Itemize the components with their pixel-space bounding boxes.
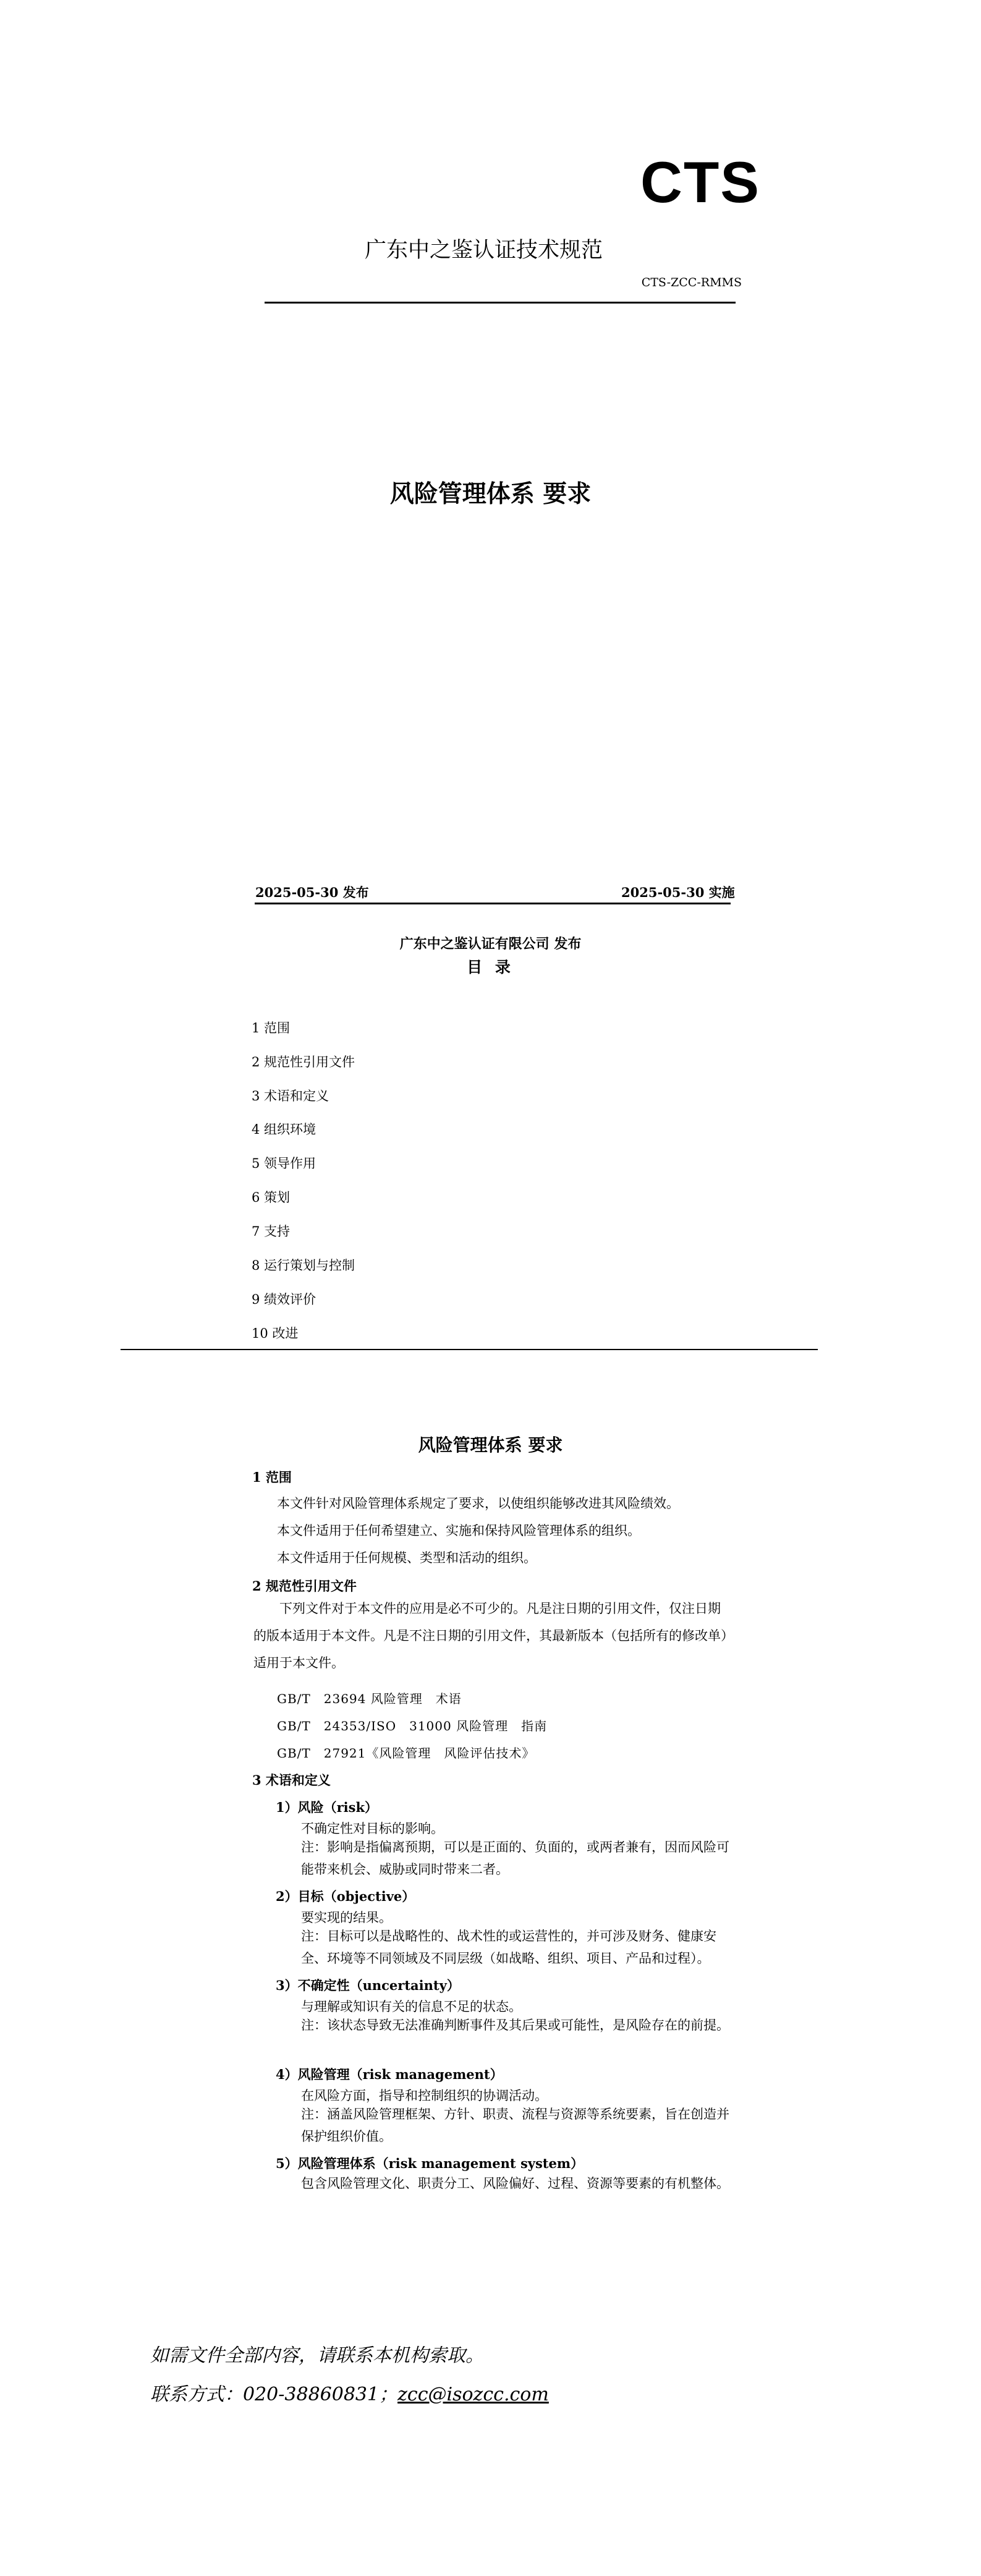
contact-label: 联系方式：020-38860831； bbox=[150, 2384, 398, 2405]
reference: GB/T 27921《风险管理 风险评估技术》 bbox=[277, 1746, 535, 1761]
email-link[interactable]: zcc@isozcc.com bbox=[397, 2384, 549, 2405]
term-note: 注：该状态导致无法准确判断事件及其后果或可能性，是风险存在的前提。 bbox=[301, 2018, 729, 2033]
toc-item[interactable]: 6 策划 bbox=[252, 1190, 291, 1205]
term: 5）风险管理体系（risk management system） bbox=[276, 2156, 584, 2171]
toc-item[interactable]: 5 领导作用 bbox=[252, 1156, 316, 1171]
paragraph: 本文件针对风险管理体系规定了要求，以使组织能够改进其风险绩效。 bbox=[277, 1496, 679, 1511]
toc-item[interactable]: 7 支持 bbox=[252, 1224, 291, 1239]
page-divider bbox=[121, 1349, 818, 1350]
footer-contact bbox=[150, 2379, 549, 2406]
section-heading: 2 规范性引用文件 bbox=[252, 1578, 357, 1594]
cts-logo: CTS bbox=[640, 150, 760, 215]
section-heading: 3 术语和定义 bbox=[252, 1772, 331, 1788]
section-heading: 1 范围 bbox=[252, 1469, 292, 1485]
term-note: 注：目标可以是战略性的、战术性的或运营性的，并可涉及财务、健康安全、环境等不同领域及不同层级（如战略、组织、项目、产品和过程）。 bbox=[301, 1929, 716, 1966]
paragraph: 本文件适用于任何规模、类型和活动的组织。 bbox=[277, 1550, 537, 1565]
reference: GB/T 24353/ISO 31000 风险管理 指南 bbox=[277, 1719, 548, 1733]
term: 1）风险（risk） bbox=[276, 1800, 378, 1815]
paragraph: 本文件适用于任何希望建立、实施和保持风险管理体系的组织。 bbox=[277, 1523, 640, 1538]
toc-item[interactable]: 4 组织环境 bbox=[252, 1122, 316, 1137]
term-note: 包含风险管理文化、职责分工、风险偏好、过程、资源等要素的有机整体。 bbox=[301, 2176, 729, 2191]
term-definition: 要实现的结果。 bbox=[301, 1910, 392, 1925]
footer-request-note: 如需文件全部内容，请联系本机构索取。 bbox=[150, 2345, 484, 2366]
term: 4）风险管理（risk management） bbox=[276, 2067, 503, 2082]
cover-title: 风险管理体系 要求 bbox=[389, 480, 592, 508]
cover-divider bbox=[265, 302, 736, 304]
cover-org-spec: 广东中之鉴认证技术规范 bbox=[365, 238, 603, 263]
toc-item[interactable]: 8 运行策划与控制 bbox=[252, 1258, 355, 1273]
document-code: CTS-ZCC-RMMS bbox=[641, 276, 742, 289]
toc-item[interactable]: 2 规范性引用文件 bbox=[252, 1055, 355, 1069]
toc-title: 目 录 bbox=[467, 958, 514, 976]
reference: GB/T 23694 风险管理 术语 bbox=[277, 1691, 462, 1706]
toc-item[interactable]: 1 范围 bbox=[252, 1021, 291, 1035]
implement-date: 2025-05-30 实施 bbox=[621, 885, 735, 900]
paragraph: 下列文件对于本文件的应用是必不可少的。凡是注日期的引用文件，仅注日期的版本适用于本文件。凡是不注日期的引用文件，其最新版本（包括所有的修改单）适用于本文件。 bbox=[253, 1601, 728, 1670]
term-definition: 在风险方面，指导和控制组织的协调活动。 bbox=[301, 2088, 548, 2103]
term-note: 注：影响是指偏离预期，可以是正面的、负面的，或两者兼有，因而风险可能带来机会、威胁或同时带来二者。 bbox=[301, 1840, 729, 1877]
toc-item[interactable]: 9 绩效评价 bbox=[252, 1292, 316, 1307]
term: 3）不确定性（uncertainty） bbox=[276, 1978, 460, 1993]
term: 2）目标（objective） bbox=[276, 1889, 415, 1904]
toc-item[interactable]: 3 术语和定义 bbox=[252, 1089, 329, 1103]
toc-item[interactable]: 10 改进 bbox=[252, 1326, 299, 1341]
publish-date: 2025-05-30 发布 bbox=[255, 885, 369, 900]
body-title: 风险管理体系 要求 bbox=[418, 1435, 563, 1455]
term-definition: 不确定性对目标的影响。 bbox=[301, 1821, 444, 1836]
term-definition: 与理解或知识有关的信息不足的状态。 bbox=[301, 1999, 522, 2014]
issuer: 广东中之鉴认证有限公司 发布 bbox=[399, 936, 582, 952]
date-divider bbox=[255, 903, 731, 904]
term-note: 注：涵盖风险管理框架、方针、职责、流程与资源等系统要素，旨在创造并保护组织价值。 bbox=[301, 2107, 729, 2144]
